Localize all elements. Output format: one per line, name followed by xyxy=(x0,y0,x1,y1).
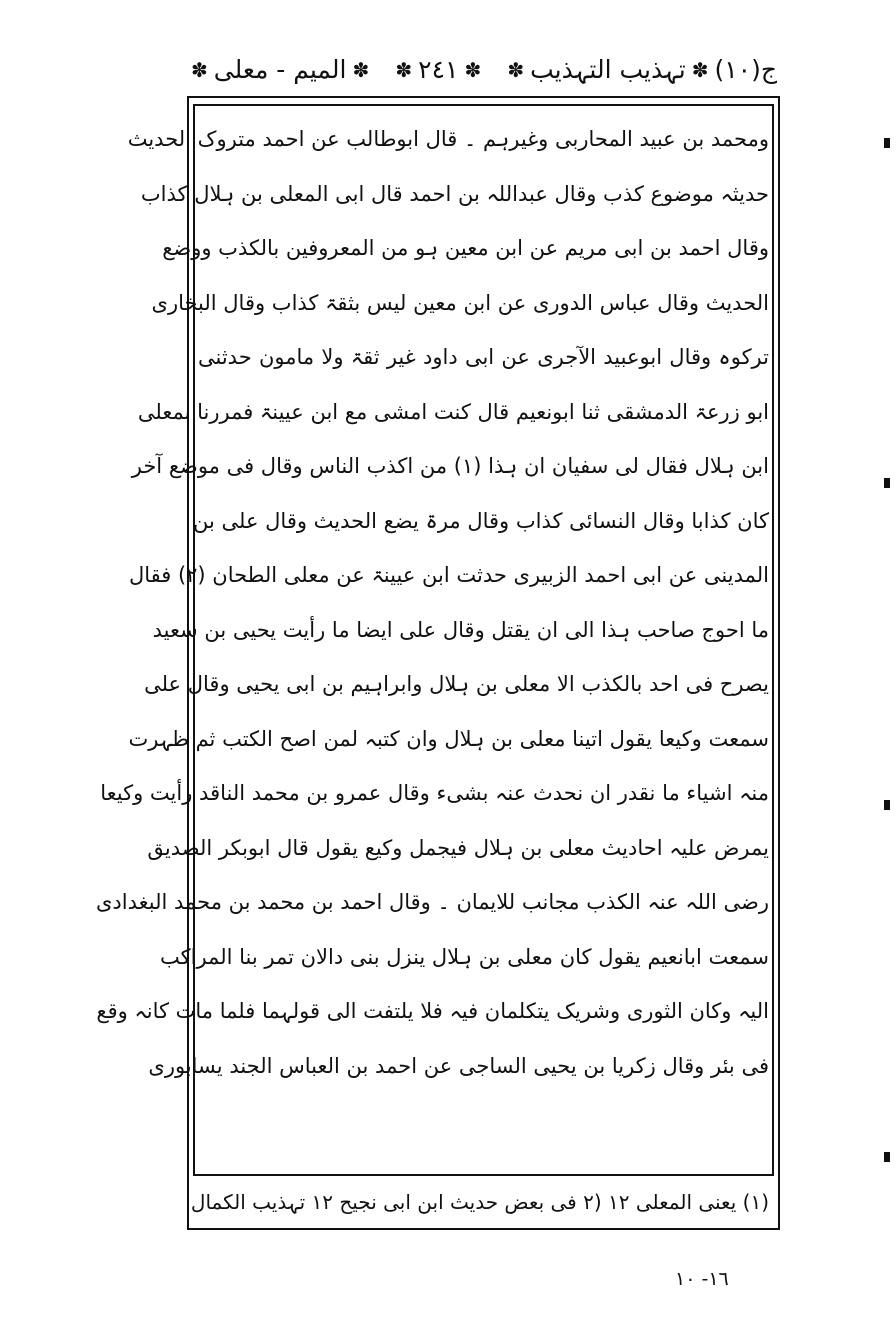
ornament-icon: ✽ xyxy=(691,58,709,82)
volume-number: ج(١٠) xyxy=(714,55,777,84)
text-line: ما احوج صاحب ہذا الی ان یقتل وقال علی ایضا ما رأیت یحیی بن سعید xyxy=(152,617,769,642)
sheet-mark: ١٦- ١٠ xyxy=(675,1268,729,1290)
margin-mark xyxy=(884,138,890,148)
book-title: تہذیب التہذیب xyxy=(530,55,686,84)
ornament-icon: ✽ xyxy=(464,58,482,82)
text-line: منہ اشیاء ما نقدر ان نحدث عنہ بشیء وقال عمرو بن محمد الناقد رأیت وکیعا xyxy=(100,781,769,805)
footnote: (١) یعنی المعلی ١٢ (٢ فی بعض حدیث ابن ابی نجیح ١٢ تہذیب الکمال xyxy=(190,1190,769,1214)
text-line: فی بئر وقال زکریا بن یحیی الساجی عن احمد بن العباس الجند یسابوری xyxy=(148,1053,769,1078)
section-title: المیم - معلی xyxy=(213,55,347,84)
text-line: ومحمد بن عبید المحاربی وغیرہم ۔ قال ابوطالب عن احمد متروک الحدیث xyxy=(127,127,769,151)
section-label xyxy=(185,48,375,92)
text-line: سمعت ابانعیم یقول کان معلی بن ہلال ینزل بنی دالان تمر بنا المراکب xyxy=(160,944,769,969)
text-line: الیہ وکان الثوری وشریک یتکلمان فیہ فلا یلتفت الی قولہما فلما مات کانہ وقع xyxy=(96,999,769,1023)
text-line: ترکوہ وقال ابوعبید الآجری عن ابی داود غیر ثقۃ ولا مامون حدثنی xyxy=(198,345,769,369)
margin-mark xyxy=(884,800,890,810)
ornament-icon: ✽ xyxy=(507,58,525,82)
margin-mark xyxy=(884,478,890,488)
margin-mark xyxy=(884,1152,890,1162)
text-line: یصرح فی احد بالکذب الا معلی بن ہلال وابراہیم بن ابی یحیی وقال علی xyxy=(144,672,769,696)
volume-label xyxy=(501,48,777,92)
page-number: ٢٤١ xyxy=(418,55,459,84)
text-line: وقال احمد بن ابی مریم عن ابن معین ہو من المعروفین بالکذب ووضع xyxy=(162,236,769,260)
page-number-group xyxy=(389,48,487,92)
main-text xyxy=(95,112,769,1093)
text-line: ابن ہلال فقال لی سفیان ان ہذا (١) من اکذب الناس وقال فی موضع آخر xyxy=(131,454,769,478)
ornament-icon: ✽ xyxy=(191,58,208,82)
ornament-icon: ✽ xyxy=(352,58,370,82)
text-line: الحدیث وقال عباس الدوری عن ابن معین لیس بثقۃ کذاب وقال البخاری xyxy=(151,290,769,315)
text-line: حدیثہ موضوع کذب وقال عبداللہ بن احمد قال ابی المعلی بن ہلال کذاب xyxy=(140,181,769,206)
text-line: یمرض علیہ احادیث معلی بن ہلال فیجمل وکیع یقول قال ابوبکر الصدیق xyxy=(147,835,769,860)
text-line: کان کذابا وقال النسائی کذاب وقال مرۃ یضع الحدیث وقال علی بن xyxy=(193,508,769,533)
page-header xyxy=(185,48,777,92)
text-line: سمعت وکیعا یقول اتینا معلی بن ہلال وان کتبہ لمن اصح الکتب ثم ظہرت xyxy=(128,726,769,751)
text-line: رضی اللہ عنہ الکذب مجانب للایمان ۔ وقال احمد بن محمد بن محمد البغدادی xyxy=(95,890,769,914)
text-line: المدینی عن ابی احمد الزبیری حدثت ابن عیینۃ عن معلی الطحان (٢) فقال xyxy=(128,563,769,587)
ornament-icon: ✽ xyxy=(395,58,413,82)
text-line: ابو زرعۃ الدمشقی ثنا ابونعیم قال کنت امشی مع ابن عیینۃ فمررنا بمعلی xyxy=(137,399,769,424)
